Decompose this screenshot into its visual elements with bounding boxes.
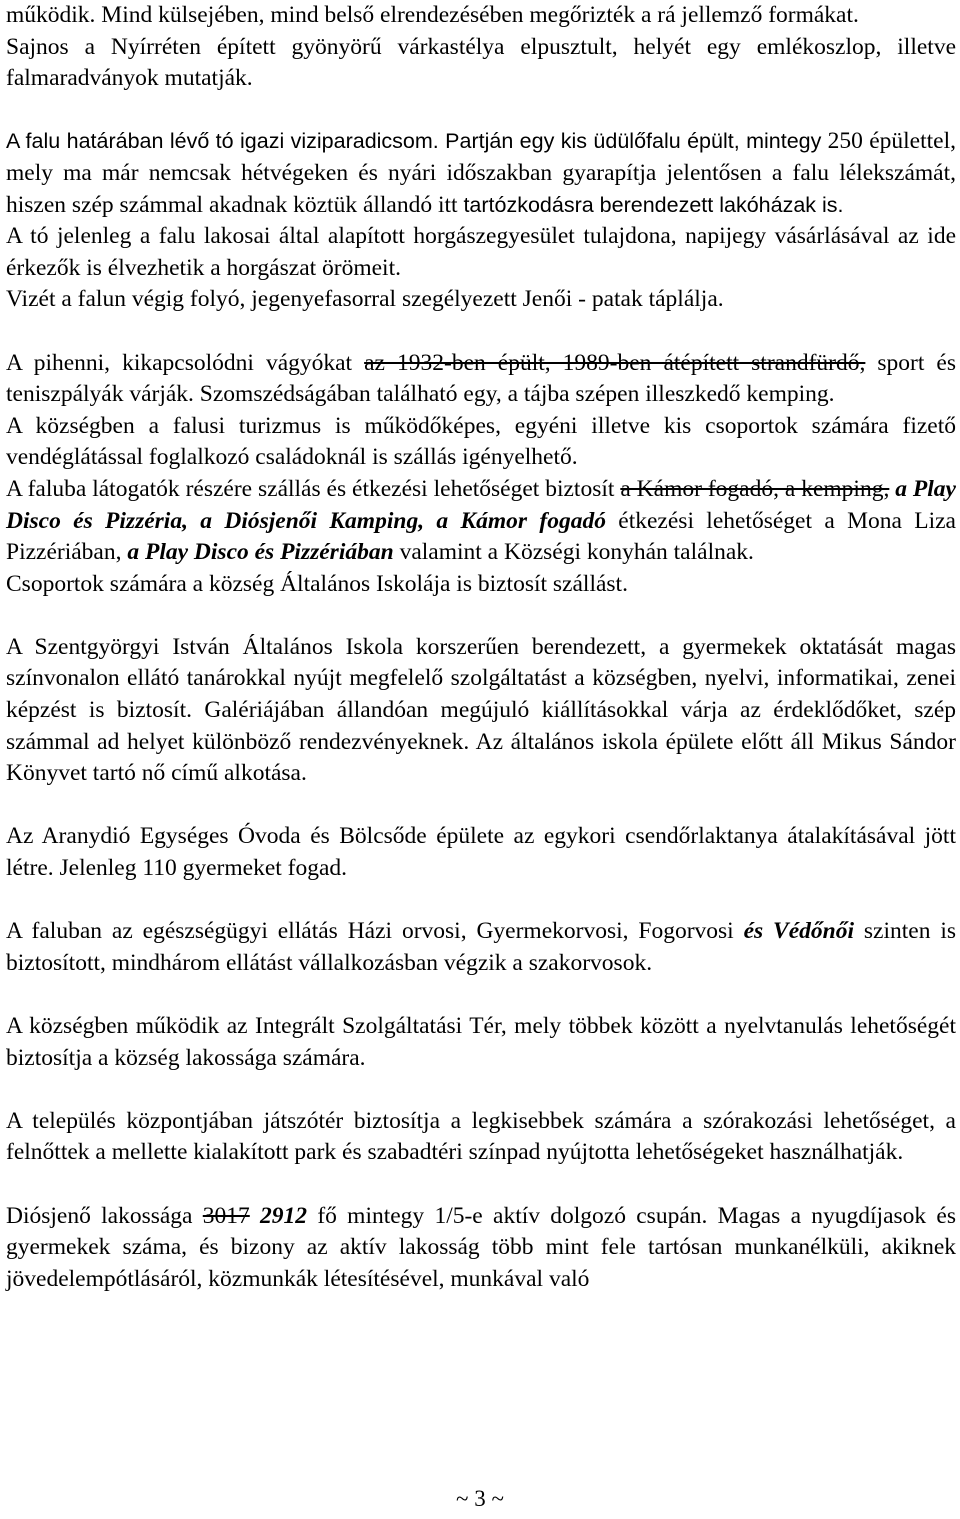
- paragraph-lake: [6, 126, 956, 221]
- paragraph-accommodation: [6, 474, 956, 569]
- text-run: Diósjenő lakossága: [6, 1202, 203, 1229]
- paragraph-kindergarten: Az Aranydió Egységes Óvoda és Bölcsőde épülete az egykori csendőrlaktanya átalakításával jött létre. Jelenleg 110 gyermeket fogad.: [6, 823, 956, 882]
- struck-text: az 1932-ben épült, 1989-ben átépített strandfürdő,: [364, 349, 866, 376]
- text-run: tartózkodásra berendezett lakóházak is.: [463, 192, 844, 217]
- text-run: A falu határában lévő tó igazi viziparadicsom. Partján egy kis üdülőfalu épült, mintegy: [6, 129, 822, 154]
- paragraph-tourism: A községben a falusi turizmus is működőképes, egyéni illetve kis csoportok számára fizető vendéglátással foglalkozó családoknál is szállás igényelhető.: [6, 412, 956, 471]
- text-run: működik. Mind külsejében, mind belső elrendezésében megőrizték a rá jellemző formákat.: [6, 2, 859, 28]
- emphasis-text: a Play Disco és Pizzéria, a Diósjenői Kamping, a Kámor fogadó: [6, 475, 956, 534]
- text-run: 250 épülettel, mely ma már nemcsak hétvégeken és nyári időszakban gyarapítja jelentősen a falu lélekszámát, hiszen szép számmal akadnak köztük állandó itt: [6, 128, 956, 218]
- struck-text: a Kámor fogadó, a kemping,: [620, 475, 890, 502]
- text-run: Sajnos a Nyírréten épített gyönyörű várkastélya elpusztult, helyét egy emlékoszlop, illetve falmaradványok mutatják.: [6, 33, 956, 92]
- paragraph-stream: Vizét a falun végig folyó, jegenyefasorral szegélyezett Jenői - patak táplálja.: [6, 286, 724, 313]
- emphasis-text: és Védőnői: [743, 918, 855, 945]
- text-run: A faluban az egészségügyi ellátás Házi orvosi, Gyermekorvosi, Fogorvosi: [6, 918, 744, 945]
- emphasis-text: a Play Disco és Pizzériában: [127, 539, 394, 566]
- text-run: étkezési lehetőséget a Mona Liza Pizzériában,: [6, 507, 956, 566]
- paragraph-service-space: A községben működik az Integrált Szolgáltatási Tér, mely többek között a nyelvtanulás lehetőségét biztosítja a község lakossága számára.: [6, 1013, 956, 1071]
- paragraph-leisure: [6, 348, 956, 411]
- text-run: fő mintegy 1/5-e aktív dolgozó csupán. Magas a nyugdíjasok és gyermekek száma, és bizony az aktív lakosság több mint fele tartósan munkanélküli, akiknek jövedelempótlásáról, közmunkák létesítésével, munkával való: [6, 1202, 957, 1292]
- emphasis-text: 2912: [249, 1202, 308, 1229]
- paragraph-school: A Szentgyörgyi István Általános Iskola korszerűen berendezett, a gyermekek oktatását magas színvonalon ellátó tanárokkal nyújt megfelelő szolgáltatást a községben, nyelvi, informatikai, zenei képzést is biztosít. Galériájában állandóan megújuló kiállításokkal várja az érdeklődőket, szép számmal ad helyet különböző rendezvényeknek. Az általános iskola épülete előtt áll Mikus Sándor Könyvet tartó nő című alkotása.: [6, 633, 956, 787]
- paragraph-groups: Csoportok számára a község Általános Iskolája is biztosít szállást.: [6, 570, 628, 597]
- paragraph-healthcare: [6, 916, 956, 979]
- paragraph-playground: A település központjában játszótér biztosítja a legkisebbek számára a szórakozási lehetőséget, a felnőttek a mellette kialakított park és szabadtéri színpad nyújtotta lehetőségeket használhatják.: [6, 1107, 956, 1166]
- text-run: valamint a Községi konyhán találnak.: [393, 539, 754, 566]
- document-page: [6, 0, 956, 1295]
- paragraph-population: [6, 1201, 956, 1296]
- text-run: A pihenni, kikapcsolódni vágyókat: [6, 349, 365, 376]
- struck-text: 3017: [202, 1202, 250, 1229]
- page-number: ~ 3 ~: [456, 1486, 504, 1511]
- text-run: A faluba látogatók részére szállás és étkezési lehetőséget biztosít: [6, 475, 621, 502]
- paragraph-fishing: A tó jelenleg a falu lakosai által alapított horgászegyesület tulajdona, napijegy vásárlásával az ide érkezők is élvezhetik a horgászat örömeit.: [6, 223, 956, 281]
- paragraph-castle-intro: [6, 0, 956, 95]
- text-run: szinten is biztosított, mindhárom ellátást vállalkozásban végzik a szakorvosok.: [6, 918, 957, 976]
- text-run: sport és teniszpályák várják. Szomszédságában található egy, a tájba szépen illeszkedő kemping.: [6, 349, 956, 408]
